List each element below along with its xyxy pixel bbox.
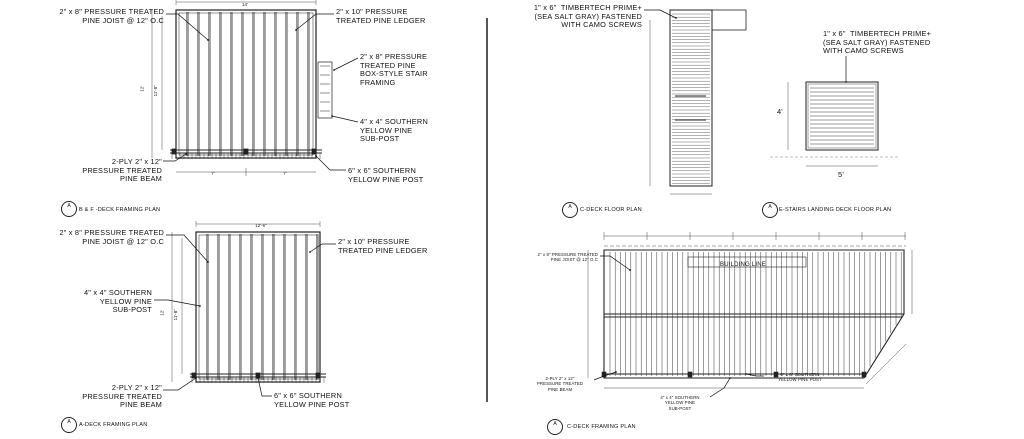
- c-post-label: 6" x 6" SOUTHERN YELLOW PINE POST: [778, 372, 822, 383]
- c-floor-leader: [644, 10, 676, 18]
- c-subpost-label: 4" x 4" SOUTHERN YELLOW PINE SUB-POST: [660, 395, 700, 411]
- e-landing-title: E-STAIRS LANDING DECK FLOOR PLAN: [779, 207, 892, 213]
- c-post: [688, 372, 692, 377]
- c-floor-title: C-DECK FLOOR PLAN: [580, 207, 642, 213]
- bf-post: [172, 149, 176, 154]
- a-title-tag: A: [61, 417, 77, 433]
- a-subpost-label: 4" x 4" SOUTHERN YELLOW PINE SUB-POST: [84, 288, 152, 315]
- c-joist-label: 2" x 8" PRESSURE TREATED PINE JOIST @ 12" O.C: [537, 252, 598, 263]
- a-ledger-label: 2" x 10" PRESSURE TREATED PINE LEDGER: [338, 237, 428, 255]
- bf-subpost-leader: [332, 116, 358, 122]
- c-title: C-DECK FRAMING PLAN: [567, 424, 636, 430]
- leader-lines: [154, 7, 846, 397]
- bf-dim-bottom-a: 7': [211, 171, 215, 176]
- a-beam-leader: [163, 378, 196, 390]
- bf-post-leader: [316, 156, 346, 170]
- c-subpost-leader: [710, 378, 730, 397]
- c-floor-landing: [712, 10, 746, 30]
- bf-post-label: 6" x 6" SOUTHERN YELLOW PINE POST: [348, 166, 424, 184]
- a-rim: [199, 235, 317, 379]
- bf-outline: [176, 10, 316, 158]
- a-deck-framing-plan: [172, 221, 326, 383]
- bf-dim-top: 14': [242, 2, 248, 7]
- bf-stair-leader: [334, 58, 358, 70]
- e-landing-title-tag: A: [762, 202, 778, 218]
- c-deck-floor-plan: [650, 10, 746, 194]
- bf-post: [244, 149, 248, 154]
- e-landing-dim-side: 4': [777, 107, 783, 116]
- c-floor-label: 1" x 6" TIMBERTECH PRIME+ (SEA SALT GRAY) FASTENED WITH CAMO SCREWS: [533, 3, 642, 30]
- bf-title: B & F -DECK FRAMING PLAN: [79, 207, 161, 213]
- c-post: [862, 372, 866, 377]
- a-dim-top: 12'-6": [255, 223, 267, 228]
- bf-dim-bottom-b: 7': [283, 171, 287, 176]
- c-deck-framing-plan: [588, 232, 912, 388]
- a-title: A-DECK FRAMING PLAN: [79, 422, 148, 428]
- c-floor-title-tag: A: [562, 202, 578, 218]
- bf-post: [312, 149, 316, 154]
- bf-title-tag: A: [61, 201, 77, 217]
- bf-stair-label: 2" x 8" PRESSURE TREATED PINE BOX-STYLE STAIR FRAMING: [360, 52, 428, 87]
- a-joist-label: 2" x 8" PRESSURE TREATED PINE JOIST @ 12" O.C: [59, 228, 164, 246]
- bf-ledger-leader: [296, 14, 334, 30]
- c-beam-label: 2-PLY 2" x 12" PRESSURE TREATED PINE BEAM: [536, 376, 584, 392]
- bf-dim-left-inner: 11'-8": [152, 85, 158, 97]
- a-dim-left: 12': [159, 309, 165, 316]
- a-post: [316, 373, 320, 378]
- e-landing-label: 1" x 6" TIMBERTECH PRIME+ (SEA SALT GRAY) FASTENED WITH CAMO SCREWS: [823, 29, 932, 56]
- a-ledger-leader: [310, 244, 336, 252]
- bf-subpost-label: 4" x 4" SOUTHERN YELLOW PINE SUB-POST: [360, 117, 428, 144]
- e-stairs-landing-plan: [770, 82, 900, 166]
- a-beam-label: 2-PLY 2" x 12" PRESSURE TREATED PINE BEAM: [82, 383, 162, 410]
- a-outline: [196, 232, 320, 382]
- a-post: [192, 373, 196, 378]
- bf-ledger-label: 2" x 10" PRESSURE TREATED PINE LEDGER: [336, 7, 426, 25]
- a-post-label: 6" x 6" SOUTHERN YELLOW PINE POST: [274, 391, 350, 409]
- a-post: [256, 373, 260, 378]
- bf-dim-left: 12': [139, 85, 145, 92]
- c-title-tag: A: [547, 419, 563, 435]
- a-joist-leader: [166, 235, 208, 262]
- c-dim-angle: [866, 344, 906, 384]
- bf-stair-box: [318, 62, 332, 118]
- bf-deck-framing-plan: [152, 0, 332, 176]
- bf-beam-label: 2-PLY 2" x 12" PRESSURE TREATED PINE BEAM: [82, 157, 162, 184]
- c-building-line-label: BUILDING LINE: [720, 262, 766, 268]
- a-dim-left-inner: 11'-8": [172, 309, 178, 321]
- e-landing-dim-bottom: 5': [838, 170, 844, 179]
- a-subpost-leader: [154, 300, 200, 306]
- bf-joist-label: 2" x 8" PRESSURE TREATED PINE JOIST @ 12" O.C: [59, 7, 164, 25]
